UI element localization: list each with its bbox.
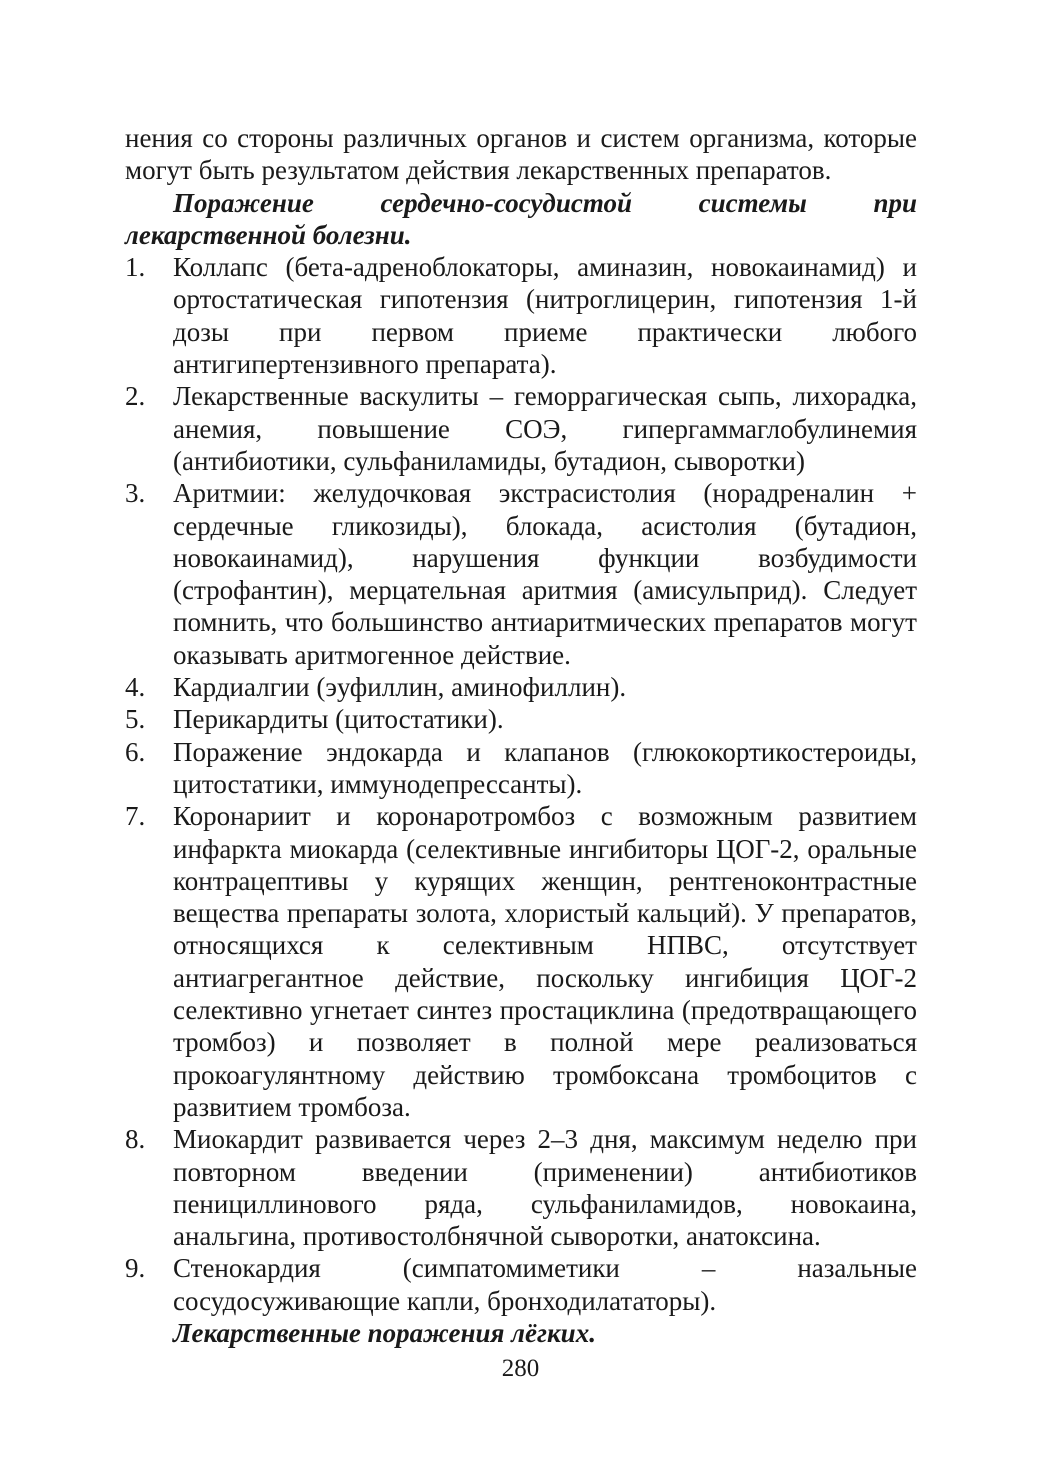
list-item-text: Стенокардия (симпатомиметики – назальные сосудосуживающие капли, бронходилататоры). bbox=[173, 1253, 917, 1316]
list-item-text: Аритмии: желудочковая экстрасистолия (норадреналин + сердечные гликозиды), блокада, асистолия (бутадион, новокаинамид), нарушения функции возбудимости (строфантин), мерцательная аритмия (амисульприд). Следует помнить, что большинство антиаритмических препаратов могут оказывать аритмогенное действие. bbox=[173, 478, 917, 670]
list-item-number: 3. bbox=[125, 478, 146, 509]
list-item-number: 4. bbox=[125, 672, 146, 703]
numbered-list bbox=[125, 251, 917, 1317]
list-item bbox=[125, 380, 917, 477]
list-item-text: Коронариит и коронаротромбоз с возможным развитием инфаркта миокарда (селективные ингибиторы ЦОГ-2, оральные контрацептивы у курящих женщин, рентгеноконтрастные вещества препараты золота, хлористый кальций). У препаратов, относящихся к селективным НПВС, отсутствует антиагрегантное действие, поскольку ингибиция ЦОГ-2 селективно угнетает синтез простациклина (предотвращающего тромбоз) и позволяет в полной мере реализоваться прокоагулянтному действию тромбоксана тромбоцитов с развитием тромбоза. bbox=[173, 801, 917, 1122]
list-item-number: 5. bbox=[125, 704, 146, 735]
intro-paragraph: нения со стороны различных органов и систем организма, которые могут быть результатом действия лекарственных препаратов. bbox=[125, 123, 917, 186]
list-item-text: Кардиалгии (эуфиллин, аминофиллин). bbox=[173, 672, 627, 703]
list-item-number: 6. bbox=[125, 736, 146, 767]
list-item bbox=[125, 251, 917, 380]
list-item bbox=[125, 736, 917, 801]
list-item-number: 7. bbox=[125, 801, 146, 832]
list-item bbox=[125, 477, 917, 671]
list-item bbox=[125, 800, 917, 1123]
page-body bbox=[125, 122, 917, 1349]
page-number: 280 bbox=[501, 1355, 540, 1382]
list-item-number: 2. bbox=[125, 381, 146, 412]
list-item-text: Поражение эндокарда и клапанов (глюкокортикостероиды, цитостатики, иммунодепрессанты). bbox=[173, 736, 917, 799]
list-item-number: 9. bbox=[125, 1253, 146, 1284]
section-heading: Поражение сердечно-сосудистой системы при лекарственной болезни. bbox=[125, 187, 917, 250]
list-item-number: 8. bbox=[125, 1124, 146, 1155]
list-item-text: Миокардит развивается через 2–3 дня, максимум неделю при повторном введении (применении) антибиотиков пенициллинового ряда, сульфаниламидов, новокаина, анальгина, противостолбнячной сыворотки, анатоксина. bbox=[173, 1124, 917, 1252]
next-section-heading: Лекарственные поражения лёгких. bbox=[173, 1317, 596, 1348]
list-item-text: Лекарственные васкулиты – геморрагическая сыпь, лихорадка, анемия, повышение СОЭ, гипергаммаглобулинемия (антибиотики, сульфаниламиды, бутадион, сыворотки) bbox=[173, 381, 917, 476]
list-item-text: Коллапс (бета-адреноблокаторы, аминазин, новокаинамид) и ортостатическая гипотензия (нитроглицерин, гипотензия 1-й дозы при первом приеме практически любого антигипертензивного препарата). bbox=[173, 252, 917, 380]
list-item bbox=[125, 671, 917, 703]
list-item bbox=[125, 703, 917, 735]
list-item-number: 1. bbox=[125, 252, 146, 283]
list-item bbox=[125, 1252, 917, 1317]
list-item-text: Перикардиты (цитостатики). bbox=[173, 704, 504, 735]
list-item bbox=[125, 1123, 917, 1252]
